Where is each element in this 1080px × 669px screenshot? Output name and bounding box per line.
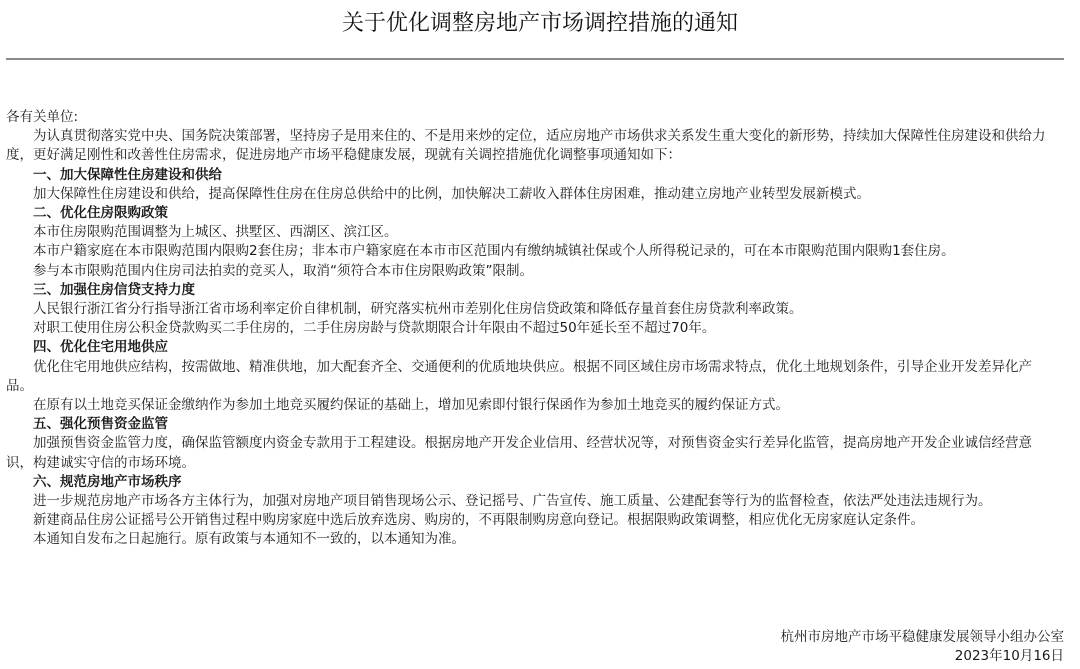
section-3-paragraph-2: 对职工使用住房公积金贷款购买二手住房的，二手住房房龄与贷款期限合计年限由不超过50年延长至不超过70年。 [33, 320, 716, 337]
section-6-paragraph-3: 本通知自发布之日起施行。原有政策与本通知不一致的，以本通知为准。 [33, 531, 465, 548]
section-2-paragraph-2: 本市户籍家庭在本市限购范围内限购2套住房；非本市户籍家庭在本市市区范围内有缴纳城镇社保或个人所得税记录的，可在本市限购范围内限购1套住房。 [33, 243, 955, 260]
issue-date: 2023年10月16日 [954, 648, 1064, 664]
section-heading-1: 一、加大保障性住房建设和供给 [33, 166, 222, 183]
section-6-paragraph-1: 进一步规范房地产市场各方主体行为，加强对房地产项目销售现场公示、登记摇号、广告宣传、施工质量、公建配套等行为的监督检查，依法严处违法违规行为。 [33, 493, 992, 510]
section-2-paragraph-3: 参与本市限购范围内住房司法拍卖的竞买人，取消“须符合本市住房限购政策”限制。 [33, 262, 533, 279]
document-body [6, 108, 1058, 550]
issuer-name: 杭州市房地产市场平稳健康发展领导小组办公室 [780, 629, 1064, 645]
section-6-paragraph-2: 新建商品住房公证摇号公开销售过程中购房家庭中选后放弃选房、购房的，不再限制购房意向登记。根据限购政策调整，相应优化无房家庭认定条件。 [33, 512, 924, 529]
intro-paragraph: 为认真贯彻落实党中央、国务院决策部署，坚持房子是用来住的、不是用来炒的定位，适应房地产市场供求关系发生重大变化的新形势，持续加大保障性住房建设和供给力度，更好满足刚性和改善性住房需求，促进房地产市场平稳健康发展，现就有关调控措施优化调整事项通知如下： [6, 128, 1046, 164]
section-heading-5: 五、强化预售资金监管 [33, 416, 168, 433]
section-1-paragraph-1: 加大保障性住房建设和供给，提高保障性住房在住房总供给中的比例，加快解决工薪收入群体住房困难，推动建立房地产业转型发展新模式。 [33, 185, 870, 202]
section-3-paragraph-1: 人民银行浙江省分行指导浙江省市场利率定价自律机制，研究落实杭州市差别化住房信贷政策和降低存量首套住房贷款利率政策。 [33, 301, 803, 318]
section-heading-6: 六、规范房地产市场秩序 [33, 473, 182, 490]
document-title: 关于优化调整房地产市场调控措施的通知 [341, 11, 738, 36]
section-5-paragraph-1: 加强预售资金监管力度，确保监管额度内资金专款用于工程建设。根据房地产开发企业信用、经营状况等，对预售资金实行差异化监管，提高房地产开发企业诚信经营意识，构建诚实守信的市场环境。 [6, 435, 1032, 471]
section-2-paragraph-1: 本市住房限购范围调整为上城区、拱墅区、西湖区、滨江区。 [33, 224, 398, 241]
salutation: 各有关单位: [6, 109, 79, 125]
section-heading-2: 二、优化住房限购政策 [33, 205, 168, 222]
title-divider [6, 58, 1064, 60]
section-heading-4: 四、优化住宅用地供应 [33, 339, 168, 356]
signature-block [781, 628, 1065, 666]
section-4-paragraph-1: 优化住宅用地供应结构，按需做地、精准供地，加大配套齐全、交通便利的优质地块供应。根据不同区域住房市场需求特点，优化土地规划条件，引导企业开发差异化产品。 [6, 358, 1032, 394]
section-4-paragraph-2: 在原有以土地竞买保证金缴纳作为参加土地竞买履约保证的基础上，增加见索即付银行保函作为参加土地竞买的履约保证方式。 [33, 397, 789, 414]
section-heading-3: 三、加强住房信贷支持力度 [33, 281, 195, 298]
